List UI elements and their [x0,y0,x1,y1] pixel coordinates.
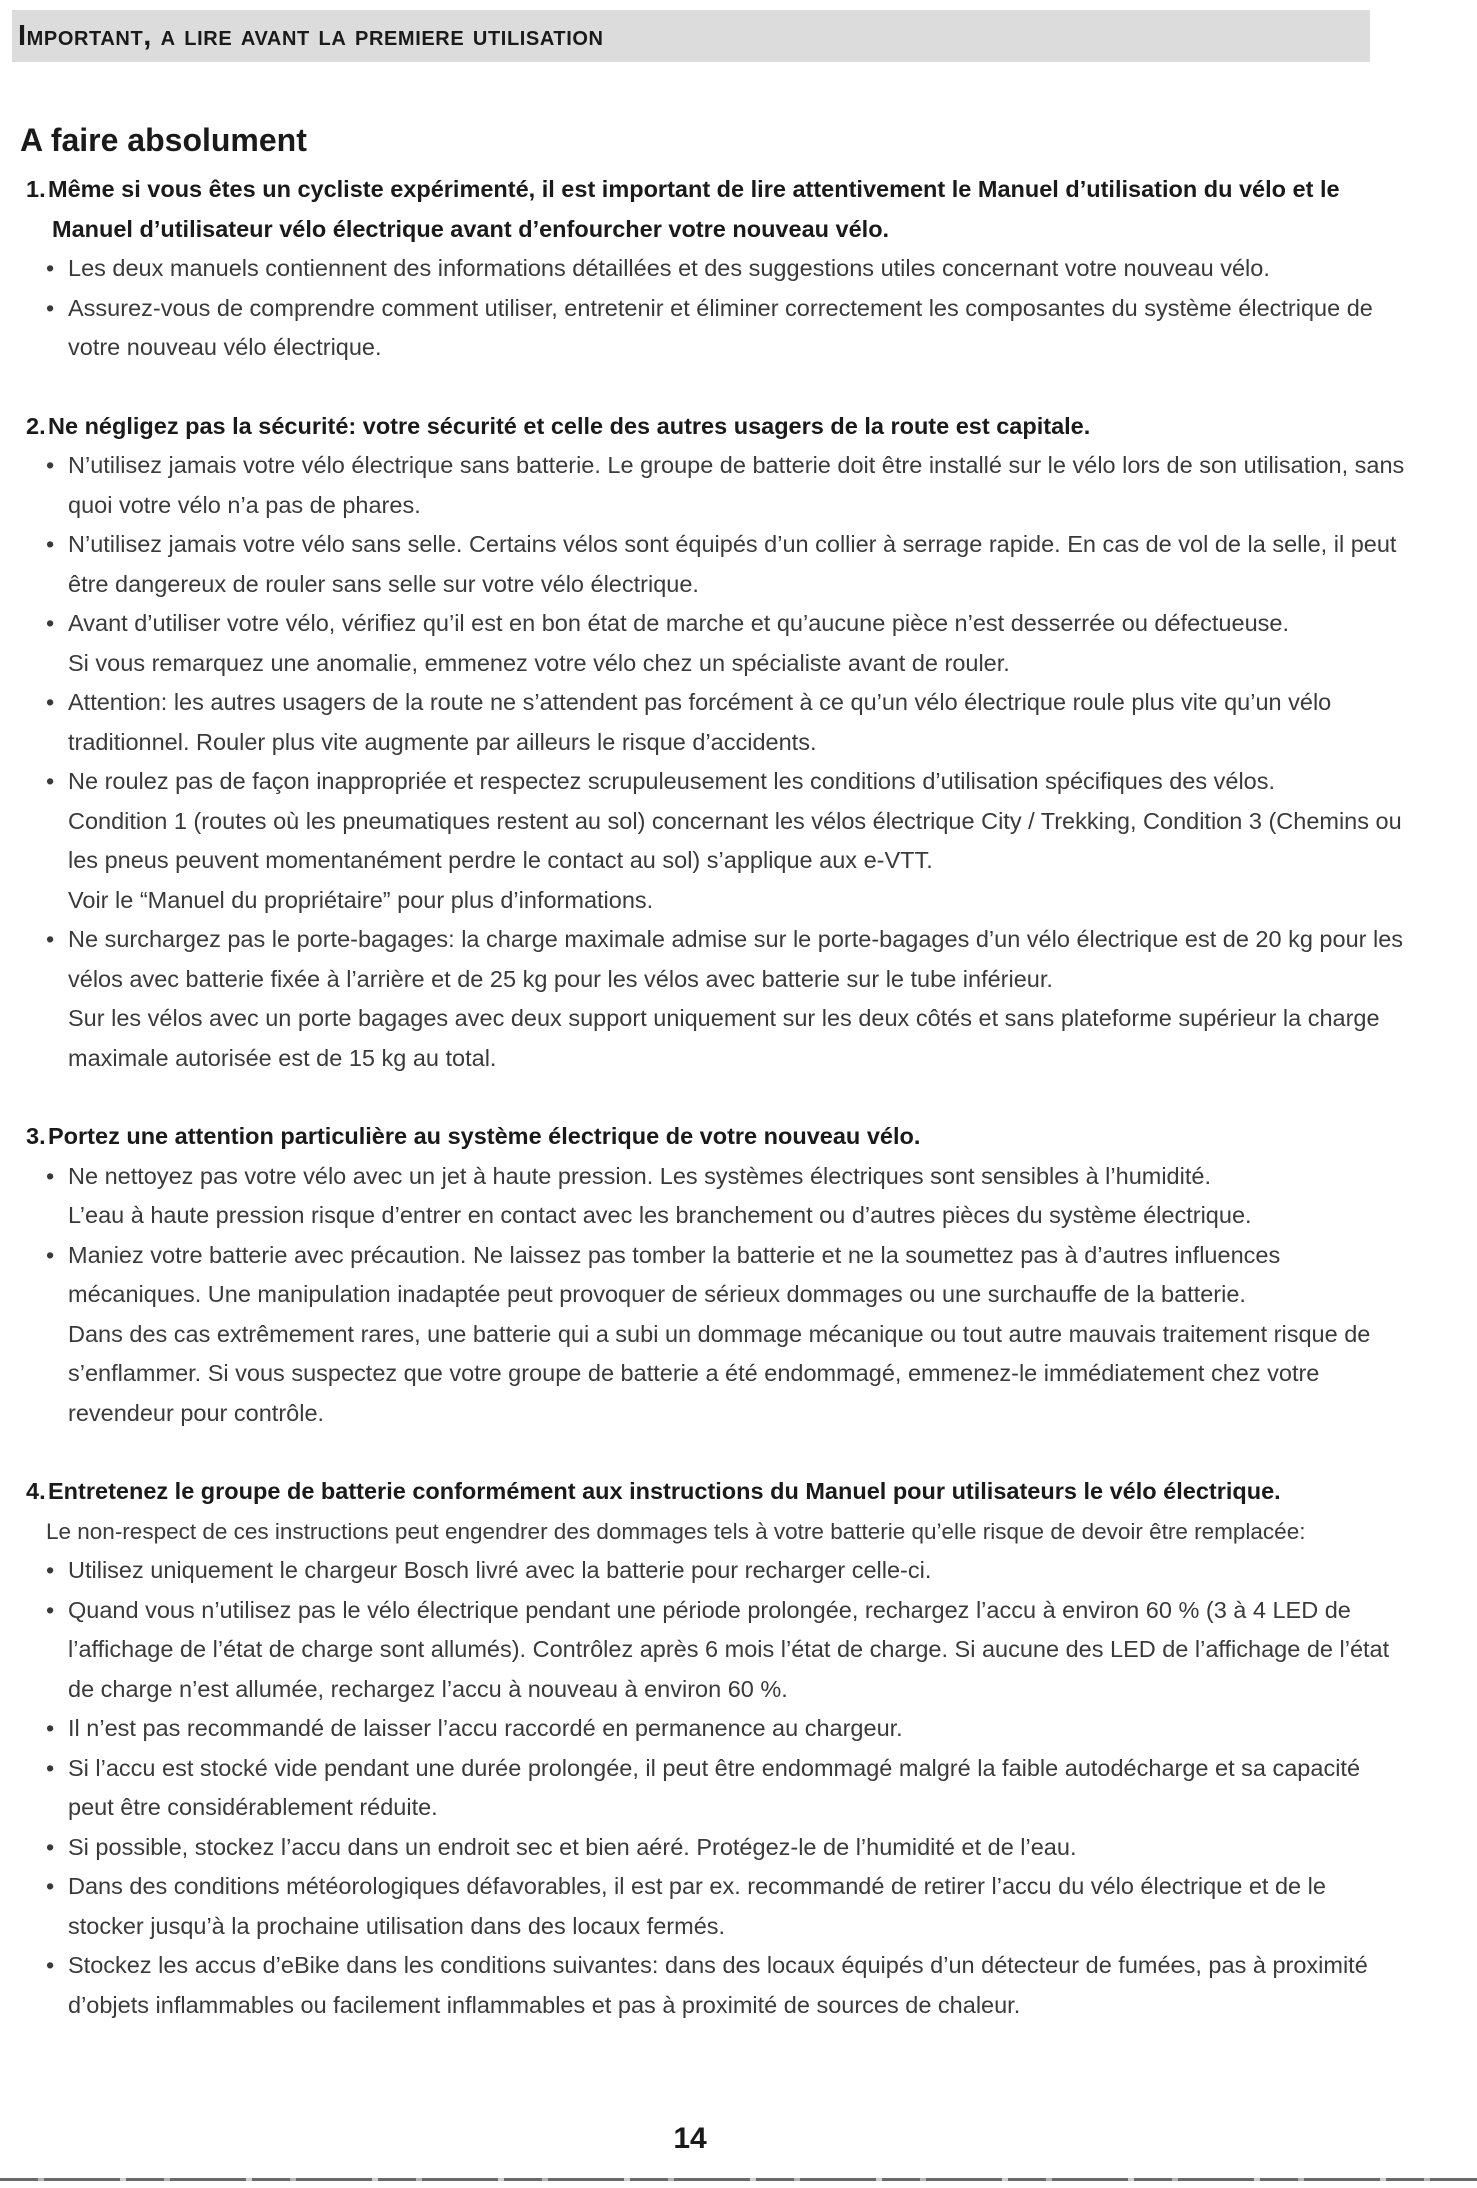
bullet-text: Les deux manuels contiennent des informations détaillées et des suggestions utiles concernant votre nouveau vélo. [68,255,1270,281]
bullet-item [26,525,1406,604]
bullet-text: Il n’est pas recommandé de laisser l’accu raccordé en permanence au chargeur. [68,1715,903,1741]
bullet-item [26,446,1406,525]
bullet-item [26,1867,1406,1946]
bullet-item [26,289,1406,368]
bullet-item [26,1157,1406,1236]
instruction-intro: Le non-respect de ces instructions peut engendrer des dommages tels à votre batterie qu’elle risque de devoir être remplacée: [46,1518,1306,1544]
bullet-list [26,249,1406,368]
bullet-text: Ne surchargez pas le porte-bagages: la charge maximale admise sur le porte-bagages d’un vélo électrique est de 20 kg pour les vélos avec batterie fixée à l’arrière et de 25 kg pour les vélos avec batterie sur le tube inférieur. [68,926,1404,992]
bullet-icon: • [46,531,55,557]
bullet-item [26,1591,1406,1710]
bullet-item [26,683,1406,762]
bullet-item [26,249,1406,289]
bullet-text: Avant d’utiliser votre vélo, vérifiez qu’il est en bon état de marche et qu’aucune pièce n’est desserrée ou défectueuse. [68,610,1289,636]
bullet-text: Assurez-vous de comprendre comment utiliser, entretenir et éliminer correctement les composantes du système électrique de votre nouveau vélo électrique. [68,294,1373,360]
bullet-text: Quand vous n’utilisez pas le vélo électrique pendant une période prolongée, rechargez l’accu à environ 60 % (3 à 4 LED de l’affichage de l’état de charge sont allumés). Contrôlez après 6 mois l’état de charge. Si aucune des LED de l’affichage de l’état de charge n’est allumée, rechargez l’accu à nouveau à environ 60 %. [68,1596,1390,1702]
bullet-icon: • [46,689,55,715]
bullet-text: Maniez votre batterie avec précaution. Ne laissez pas tomber la batterie et ne la soumettez pas à d’autres influences mécaniques. Une manipulation inadaptée peut provoquer de sérieux dommages ou une surchauffe de la batterie. [68,1241,1281,1307]
bullet-list [26,1157,1406,1434]
bullet-item [26,1749,1406,1828]
bullet-item [26,1709,1406,1749]
bullet-icon: • [46,1952,55,1978]
bullet-list [26,446,1406,1078]
instruction-title-text: Même si vous êtes un cycliste expérimenté, il est important de lire attentivement le Manuel d’utilisation du vélo et le Manuel d’utilisateur vélo électrique avant d’enfourcher votre nouveau vélo. [48,176,1340,242]
instruction-title [26,1472,1406,1512]
header-bar [12,10,1370,62]
instruction-title [26,170,1406,249]
instruction-number: 4. [26,1478,46,1504]
bullet-item [26,762,1406,920]
bullet-icon: • [46,1873,55,1899]
section-title: A faire absolument [20,122,307,158]
bullet-icon: • [46,452,55,478]
bullet-item [26,1236,1406,1434]
bullet-continuation: Sur les vélos avec un porte bagages avec deux support uniquement sur les deux côtés et sans plateforme supérieur la charge maximale autorisée est de 15 kg au total. [68,1005,1380,1071]
instruction-title-text: Portez une attention particulière au système électrique de votre nouveau vélo. [48,1123,921,1149]
bullet-text: Ne roulez pas de façon inappropriée et respectez scrupuleusement les conditions d’utilisation spécifiques des vélos. [68,768,1276,794]
bullet-icon: • [46,1162,55,1189]
instruction-item [26,170,1406,368]
bullet-icon: • [46,1754,55,1781]
bottom-rule [0,2178,1477,2181]
instruction-item [26,1472,1406,2025]
instruction-number: 3. [26,1123,46,1149]
bullet-icon: • [46,768,55,794]
bullet-text: Si l’accu est stocké vide pendant une durée prolongée, il peut être endommagé malgré la faible autodécharge et sa capacité peut être considérablement réduite. [68,1754,1361,1820]
bullet-icon: • [46,1596,55,1623]
bullet-item [26,920,1406,1078]
bullet-icon: • [46,1241,55,1268]
bullet-item [26,1551,1406,1591]
instruction-item [26,407,1406,1079]
bullet-text: Stockez les accus d’eBike dans les conditions suivantes: dans des locaux équipés d’un détecteur de fumées, pas à proximité d’objets inflammables ou facilement inflammables et pas à proximité de sources de chaleur. [68,1952,1368,2018]
bullet-list [26,1551,1406,2025]
bullet-continuation: Condition 1 (routes où les pneumatiques restent au sol) concernant les vélos électrique City / Trekking, Condition 3 (Chemins ou les pneus peuvent momentanément perdre le contact au sol) s’applique aux e-VTT. [68,807,1402,873]
bullet-item [26,1828,1406,1868]
bullet-continuation: Si vous remarquez une anomalie, emmenez votre vélo chez un spécialiste avant de rouler. [68,649,1010,676]
instructions-list [26,170,1406,2025]
bullet-icon: • [46,1715,55,1741]
instruction-title [26,1117,1406,1157]
bullet-icon: • [46,255,55,281]
bullet-text: N’utilisez jamais votre vélo électrique sans batterie. Le groupe de batterie doit être installé sur le vélo lors de son utilisation, sans quoi votre vélo n’a pas de phares. [68,452,1405,518]
bullet-icon: • [46,294,55,321]
page-number: 14 [673,2122,707,2155]
instruction-title [26,407,1406,447]
instruction-number: 2. [26,412,46,439]
instruction-item [26,1117,1406,1433]
bullet-icon: • [46,1833,55,1860]
bullet-icon: • [46,610,55,636]
header-title: Important, a lire avant la premiere utilisation [18,19,604,52]
bullet-icon: • [46,1557,55,1583]
bullet-text: Si possible, stockez l’accu dans un endroit sec et bien aéré. Protégez-le de l’humidité et de l’eau. [68,1833,1077,1860]
instruction-number: 1. [26,176,46,202]
bullet-text: Ne nettoyez pas votre vélo avec un jet à haute pression. Les systèmes électriques sont sensibles à l’humidité. [68,1162,1211,1189]
bullet-continuation: L’eau à haute pression risque d’entrer en contact avec les branchement ou d’autres pièces du système électrique. [68,1202,1252,1228]
bullet-text: Dans des conditions météorologiques défavorables, il est par ex. recommandé de retirer l’accu du vélo électrique et de le stocker jusqu’à la prochaine utilisation dans des locaux fermés. [68,1873,1326,1939]
bullet-item [26,1946,1406,2025]
bullet-item [26,604,1406,683]
bullet-text: Utilisez uniquement le chargeur Bosch livré avec la batterie pour recharger celle-ci. [68,1557,932,1583]
bullet-continuation: Voir le “Manuel du propriétaire” pour plus d’informations. [68,886,654,913]
bullet-continuation: Dans des cas extrêmement rares, une batterie qui a subi un dommage mécanique ou tout autre mauvais traitement risque de s’enflammer. Si vous suspectez que votre groupe de batterie a été endommagé, emmenez-le immédiatement chez votre revendeur pour contrôle. [68,1320,1371,1426]
bullet-text: Attention: les autres usagers de la route ne s’attendent pas forcément à ce qu’un vélo électrique roule plus vite qu’un vélo traditionnel. Rouler plus vite augmente par ailleurs le risque d’accidents. [68,689,1332,755]
bullet-text: N’utilisez jamais votre vélo sans selle. Certains vélos sont équipés d’un collier à serrage rapide. En cas de vol de la selle, il peut être dangereux de rouler sans selle sur votre vélo électrique. [68,531,1397,597]
instruction-title-text: Entretenez le groupe de batterie conformément aux instructions du Manuel pour utilisateurs le vélo électrique. [48,1478,1281,1504]
instruction-title-text: Ne négligez pas la sécurité: votre sécurité et celle des autres usagers de la route est capitale. [48,412,1091,439]
bullet-icon: • [46,926,55,952]
